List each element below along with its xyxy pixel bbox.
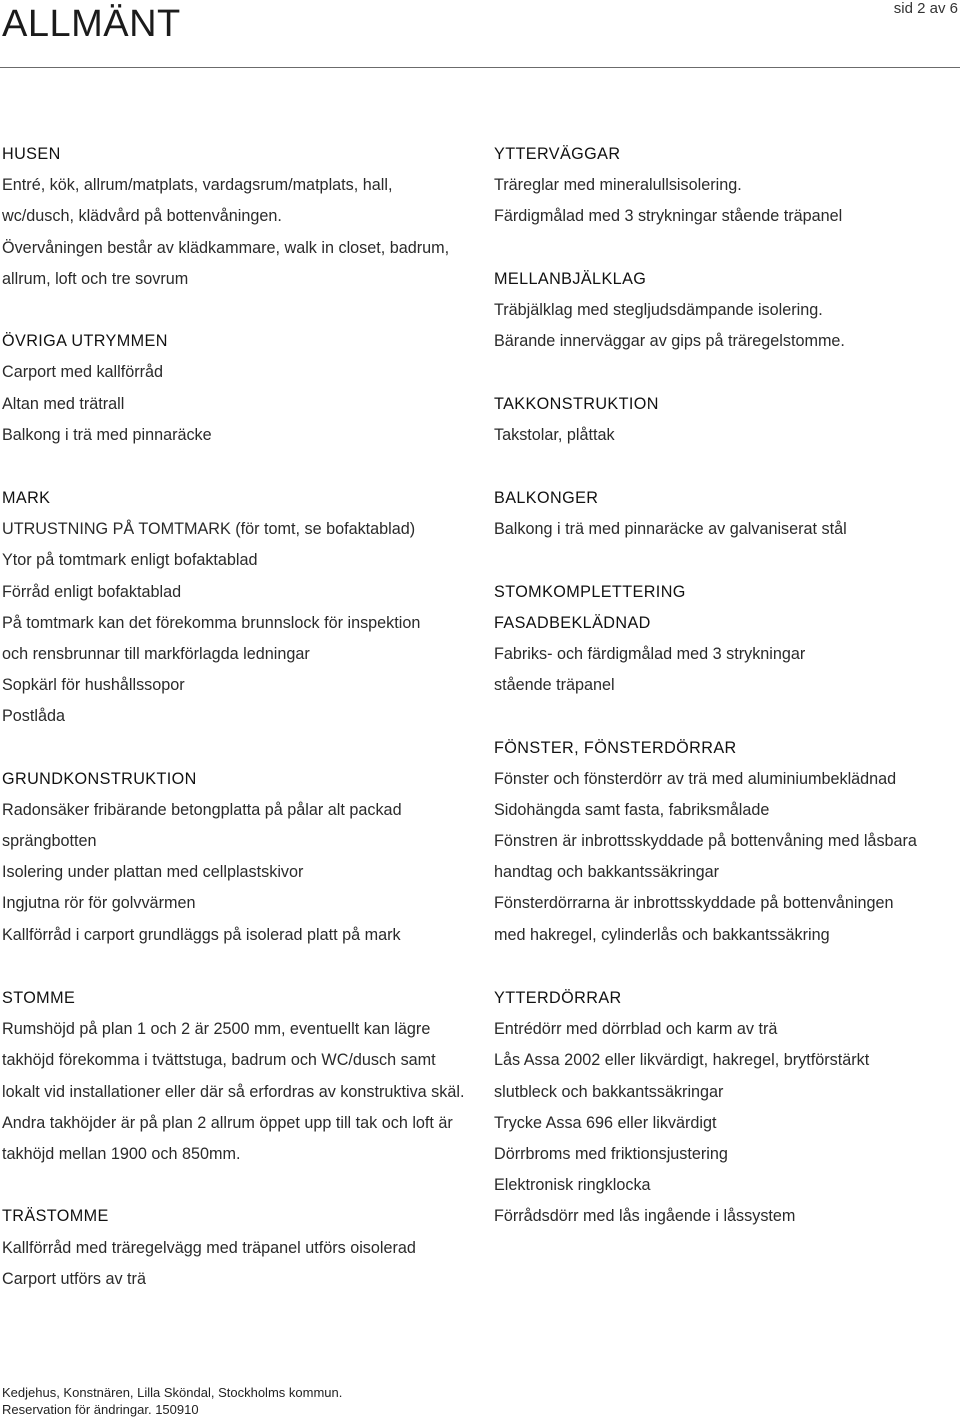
body-text-line: Träreglar med mineralullsisolering. xyxy=(494,176,742,195)
page-title: ALLMÄNT xyxy=(2,3,181,45)
body-text-line: Dörrbroms med friktionsjustering xyxy=(494,1144,728,1163)
body-text-line: Balkong i trä med pinnaräcke xyxy=(2,425,212,444)
spacer xyxy=(494,545,956,576)
section-heading: MELLANBJÄLKLAG xyxy=(494,269,647,288)
body-text-line: Entrédörr med dörrblad och karm av trä xyxy=(494,1020,778,1039)
body-text-line: Rumshöjd på plan 1 och 2 är 2500 mm, eventuellt kan lägre xyxy=(2,1020,431,1039)
body-text-line: Förrådsdörr med lås ingående i låssystem xyxy=(494,1207,796,1226)
spacer xyxy=(494,357,956,388)
body-text-line: takhöjd mellan 1900 och 850mm. xyxy=(2,1144,241,1163)
body-text-line: Övervåningen består av klädkammare, walk in closet, badrum, xyxy=(2,238,450,257)
spacer xyxy=(2,733,472,764)
section-heading: HUSEN xyxy=(2,145,61,163)
body-text-line: Fabriks- och färdigmålad med 3 strykningar xyxy=(494,644,806,663)
body-text-line: sprängbotten xyxy=(2,832,97,851)
section-ytterväggar-column xyxy=(494,139,956,451)
body-text-line: Radonsäker fribärande betongplatta på pålar alt packad xyxy=(2,800,402,819)
section-ytterdörrar-column xyxy=(494,983,956,1233)
section-husen-column xyxy=(2,139,472,451)
body-text-line: takhöjd förekomma i tvättstuga, badrum och WC/dusch samt xyxy=(2,1051,436,1070)
spacer xyxy=(494,701,956,732)
body-text-line: Fönster och fönsterdörr av trä med aluminiumbeklädnad xyxy=(494,769,897,788)
page-number: sid 2 av 6 xyxy=(893,0,958,17)
body-text-line: med hakregel, cylinderlås och bakkantssäkring xyxy=(494,925,830,944)
body-text-line: Elektronisk ringklocka xyxy=(494,1176,651,1195)
footer xyxy=(2,1384,342,1418)
section-heading: FÖNSTER, FÖNSTERDÖRRAR xyxy=(494,738,737,757)
body-text-line: Carport med kallförråd xyxy=(2,363,164,382)
body-text-line: Kallförråd med träregelvägg med träpanel utförs oisolerad xyxy=(2,1238,416,1257)
body-text-line: slutbleck och bakkantssäkringar xyxy=(494,1082,724,1101)
section-heading: MARK xyxy=(2,489,51,507)
header-divider xyxy=(0,67,960,68)
body-text-line: Färdigmålad med 3 strykningar stående träpanel xyxy=(494,207,843,226)
footer-address: Kedjehus, Konstnären, Lilla Sköndal, Stockholms kommun. xyxy=(2,1385,343,1400)
section-heading: STOMME xyxy=(2,989,76,1007)
body-text-line: Fönsterdörrarna är inbrottsskyddade på bottenvåningen xyxy=(494,894,894,913)
body-text-line: Sopkärl för hushållssopor xyxy=(2,676,185,695)
spacer xyxy=(2,295,472,326)
section-heading: BALKONGER xyxy=(494,489,599,507)
section-heading: ÖVRIGA UTRYMMEN xyxy=(2,332,168,351)
body-text-line: wc/dusch, klädvård på bottenvåningen. xyxy=(2,207,282,226)
body-text-line: Entré, kök, allrum/matplats, vardagsrum/matplats, hall, xyxy=(2,176,393,195)
body-text-line: stående träpanel xyxy=(494,676,615,695)
body-text-line: Altan med trätrall xyxy=(2,394,125,413)
body-text-line: Förråd enligt bofaktablad xyxy=(2,582,182,601)
body-text-line: Bärande innerväggar av gips på träregelstomme. xyxy=(494,332,845,351)
body-text-line: Carport utförs av trä xyxy=(2,1269,146,1288)
body-text-line: handtag och bakkantssäkringar xyxy=(494,863,719,882)
body-text-line: Sidohängda samt fasta, fabriksmålade xyxy=(494,800,770,819)
section-heading: GRUNDKONSTRUKTION xyxy=(2,769,197,788)
body-text-line: Lås Assa 2002 eller likvärdigt, hakregel, brytförstärkt xyxy=(494,1051,870,1070)
body-text-line: allrum, loft och tre sovrum xyxy=(2,269,189,288)
spacer xyxy=(2,1170,472,1201)
section-heading: YTTERDÖRRAR xyxy=(494,989,622,1007)
spacer xyxy=(494,233,956,264)
section-heading: YTTERVÄGGAR xyxy=(494,145,621,163)
body-text-line: lokalt vid installationer eller där så erfordras av konstruktiva skäl. xyxy=(2,1082,465,1101)
body-text-line: Träbjälklag med stegljudsdämpande isolering. xyxy=(494,300,823,319)
body-text-line: Isolering under plattan med cellplastskivor xyxy=(2,863,304,882)
body-text-line: Fönstren är inbrottsskyddade på bottenvåning med låsbara xyxy=(494,832,917,851)
body-text-line: Trycke Assa 696 eller likvärdigt xyxy=(494,1113,717,1132)
body-text-line: Ingjutna rör för golvvärmen xyxy=(2,894,196,913)
section-balkonger-column xyxy=(494,483,956,951)
section-mark-column xyxy=(2,483,472,951)
body-text-line: Takstolar, plåttak xyxy=(494,425,615,444)
section-stomme-column xyxy=(2,983,472,1295)
section-heading: FASADBEKLÄDNAD xyxy=(494,613,651,632)
section-heading: TAKKONSTRUKTION xyxy=(494,394,659,413)
section-heading: STOMKOMPLETTERING xyxy=(494,582,686,601)
section-heading: TRÄSTOMME xyxy=(2,1207,109,1226)
body-text-line: Postlåda xyxy=(2,707,65,726)
body-text-line: och rensbrunnar till markförlagda ledningar xyxy=(2,644,310,663)
body-text-line: UTRUSTNING PÅ TOMTMARK (för tomt, se bofaktablad) xyxy=(2,520,416,539)
body-text-line: Andra takhöjder är på plan 2 allrum öppet upp till tak och loft är xyxy=(2,1113,453,1132)
footer-reservation: Reservation för ändringar. 150910 xyxy=(2,1402,199,1417)
body-text-line: Ytor på tomtmark enligt bofaktablad xyxy=(2,551,258,570)
body-text-line: Balkong i trä med pinnaräcke av galvaniserat stål xyxy=(494,520,847,539)
body-text-line: Kallförråd i carport grundläggs på isolerad platt på mark xyxy=(2,925,401,944)
body-text-line: På tomtmark kan det förekomma brunnslock för inspektion xyxy=(2,613,421,632)
